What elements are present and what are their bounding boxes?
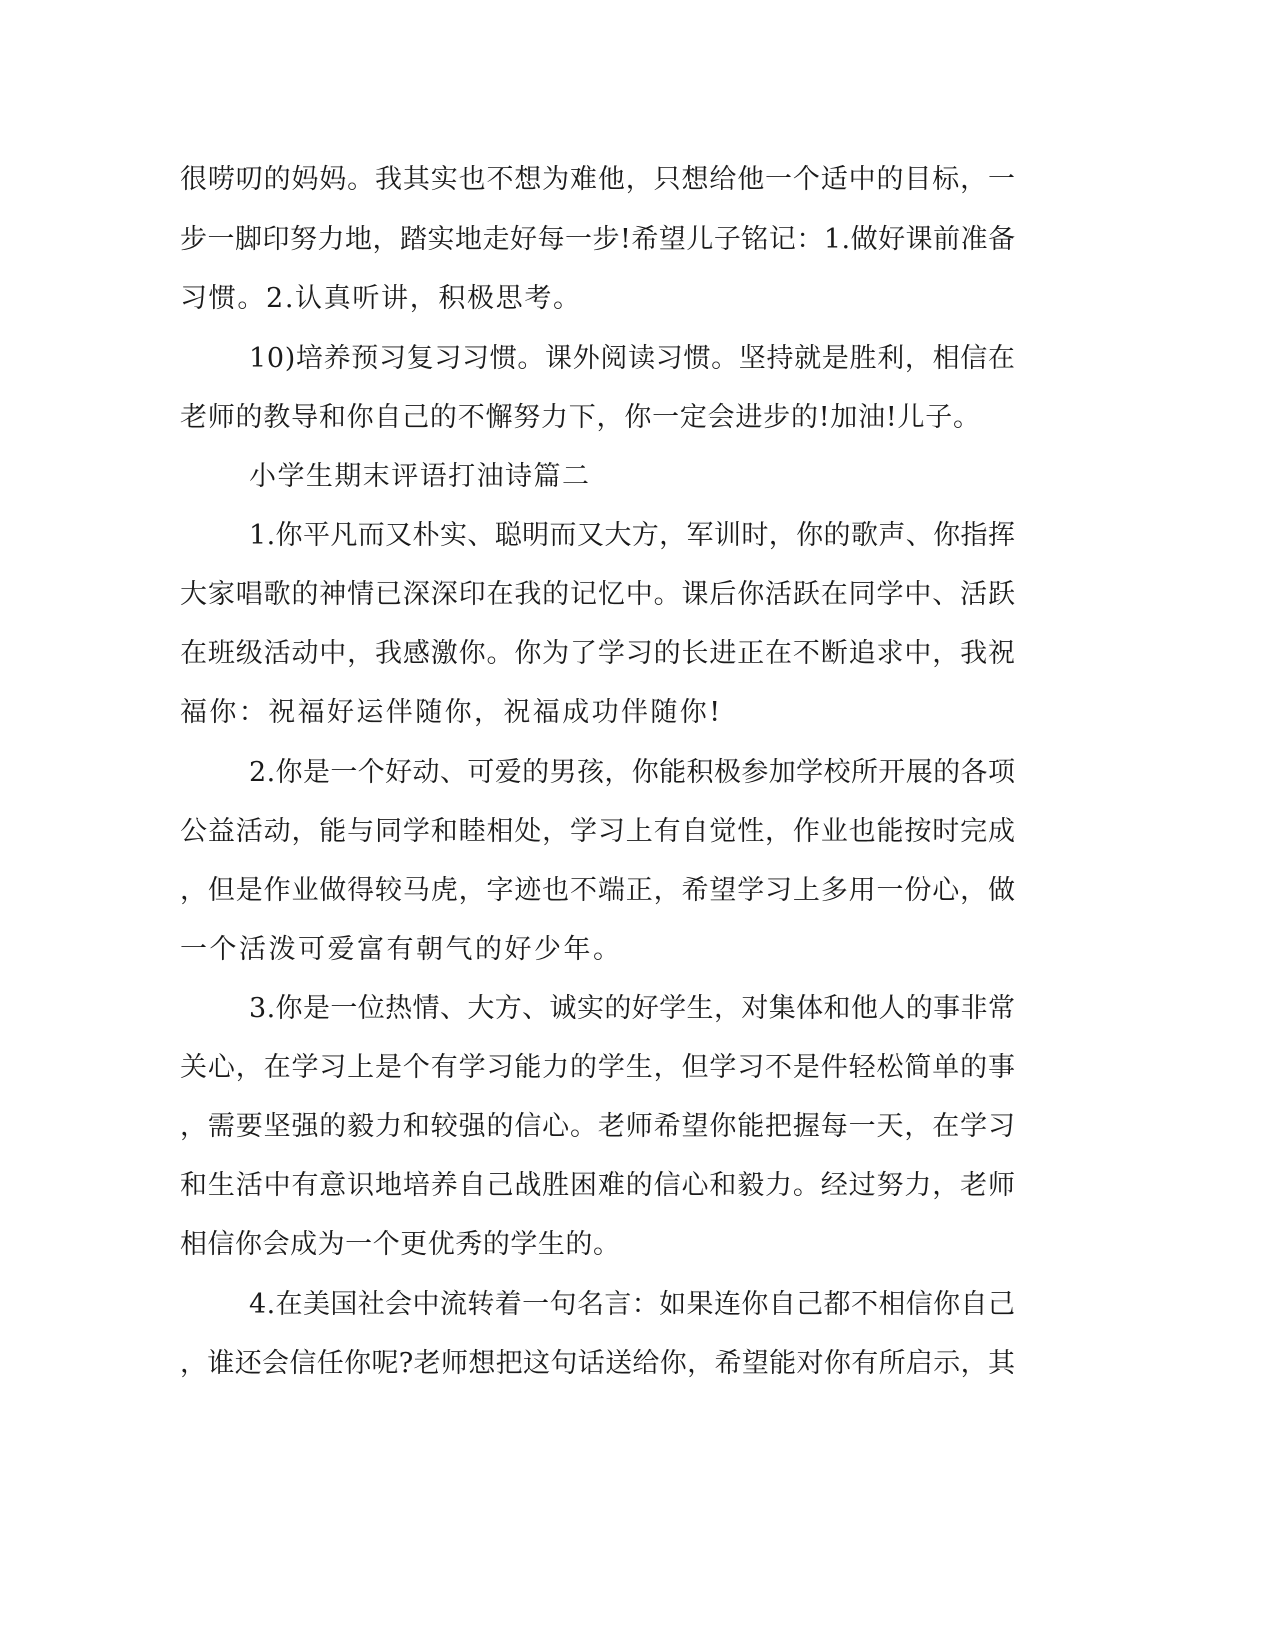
text-line: 关心，在学习上是个有学习能力的学生，但学习不是件轻松简单的事 — [180, 1052, 1016, 1083]
text-line: 公益活动，能与同学和睦相处，学习上有自觉性，作业也能按时完成 — [180, 816, 1016, 847]
text-line: 在班级活动中，我感激你。你为了学习的长进正在不断追求中，我祝 — [180, 638, 1016, 669]
text-line: 2.你是一个好动、可爱的男孩，你能积极参加学校所开展的各项 — [249, 757, 1016, 788]
text-line: 步一脚印努力地，踏实地走好每一步!希望儿子铭记：1.做好课前准备 — [180, 224, 1016, 255]
section-heading: 小学生期末评语打油诗篇二 — [249, 461, 591, 492]
text-line: ，但是作业做得较马虎，字迹也不端正，希望学习上多用一份心，做 — [180, 875, 1016, 906]
text-line: 大家唱歌的神情已深深印在我的记忆中。课后你活跃在同学中、活跃 — [180, 579, 1016, 610]
text-line: ，谁还会信任你呢?老师想把这句话送给你，希望能对你有所启示，其 — [180, 1348, 1016, 1379]
text-line: 3.你是一位热情、大方、诚实的好学生，对集体和他人的事非常 — [249, 993, 1016, 1024]
text-line: 1.你平凡而又朴实、聪明而又大方，军训时，你的歌声、你指挥 — [249, 520, 1016, 551]
text-line: 和生活中有意识地培养自己战胜困难的信心和毅力。经过努力，老师 — [180, 1170, 1016, 1201]
text-line: 很唠叨的妈妈。我其实也不想为难他，只想给他一个适中的目标，一 — [180, 164, 1016, 195]
text-line: 老师的教导和你自己的不懈努力下，你一定会进步的!加油!儿子。 — [180, 402, 981, 433]
text-line: 习惯。2.认真听讲，积极思考。 — [180, 283, 582, 314]
text-line: 4.在美国社会中流转着一句名言：如果连你自己都不相信你自己 — [249, 1289, 1016, 1320]
text-line: 10)培养预习复习习惯。课外阅读习惯。坚持就是胜利，相信在 — [249, 343, 1016, 374]
text-line: 福你：祝福好运伴随你，祝福成功伴随你! — [180, 697, 723, 728]
text-line: ，需要坚强的毅力和较强的信心。老师希望你能把握每一天，在学习 — [180, 1111, 1016, 1142]
text-line: 一个活泼可爱富有朝气的好少年。 — [180, 934, 623, 965]
text-line: 相信你会成为一个更优秀的学生的。 — [180, 1229, 621, 1260]
